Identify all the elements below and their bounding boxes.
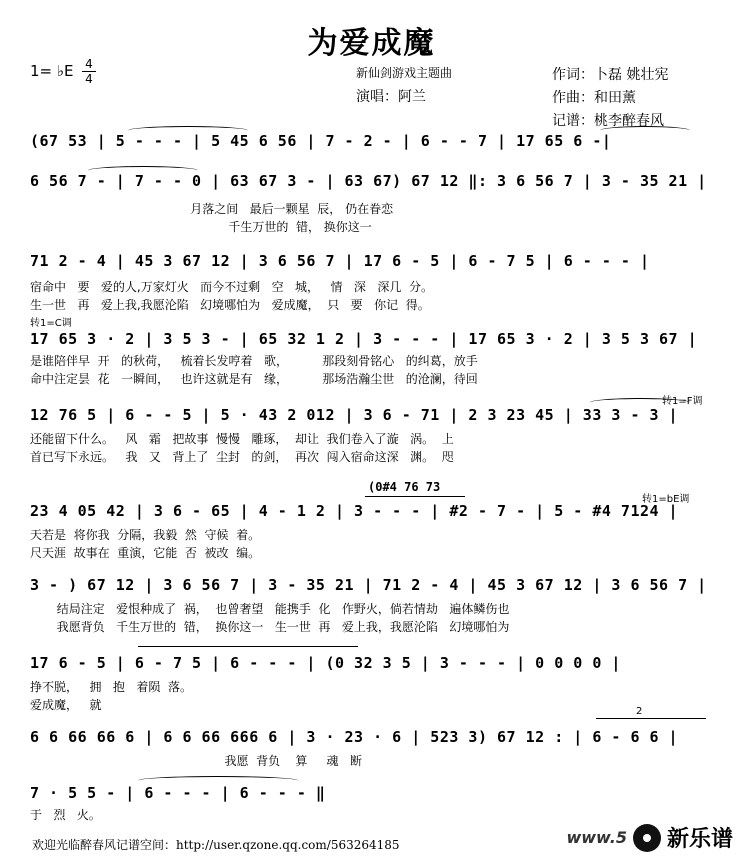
- meter-top: 4: [85, 57, 93, 71]
- notes-line: 6 6 66 66 6 | 6 6 66 666 6 | 3 · 23 · 6 | 523 3) 67 12 : | 6 - 6 6 |: [30, 728, 679, 746]
- phrase-line: [138, 646, 358, 647]
- lyrics-verse-2: 命中注定昙 花 一瞬间， 也许这就是有 缘， 那场浩瀚尘世 的沧澜，待回: [30, 372, 478, 386]
- notes-line: 3 - ) 67 12 | 3 6 56 7 | 3 - 35 21 | 71 2 - 4 | 45 3 67 12 | 3 6 56 7 |: [30, 576, 707, 594]
- time-signature: [82, 58, 96, 85]
- lyrics-verse-2: 尺天涯 故事在 重演，它能 否 被改 编。: [30, 546, 261, 560]
- song-title: 为爱成魔: [307, 26, 436, 61]
- site-logo[interactable]: [566, 822, 733, 853]
- song-subtitle: 新仙剑游戏主题曲: [356, 66, 453, 80]
- lyrics-verse-1: 还能留下什么。 风 霜 把故事 慢慢 雕琢， 却让 我们卷入了漩 涡。 上: [30, 432, 454, 446]
- notes-line: 17 65 3 · 2 | 3 5 3 - | 65 32 1 2 | 3 - - - | 17 65 3 · 2 | 3 5 3 67 |: [30, 330, 698, 348]
- footer-credit: 欢迎光临醉春风记谱空间：http://user.qzone.qq.com/563264185: [32, 838, 400, 852]
- lyrics-verse-1: 天若是 将你我 分隔，我毅 然 守候 着。: [30, 528, 261, 542]
- notes-line: 23 4 05 42 | 3 6 - 65 | 4 - 1 2 | 3 - - - | #2 - 7 - | 5 - #4 7124 |: [30, 502, 679, 520]
- notes-line: 17 6 - 5 | 6 - 7 5 | 6 - - - | (0 32 3 5 | 3 - - - | 0 0 0 0 |: [30, 654, 621, 672]
- lyrics-verse-1: 我愿 背负 算 魂 断: [30, 754, 362, 768]
- lyrics-verse-2: 我愿背负 千生万世的 错， 换你这一 生一世 再 爱上我，我愿沦陷 幻境哪怕为: [30, 620, 510, 634]
- lyrics-verse-2: 爱成魔， 就: [30, 698, 102, 712]
- lyrics-verse-1: 月落之间 最后一颗星 辰， 仍在眷恋: [30, 202, 394, 216]
- modulation-mark: 转1=bE调: [642, 494, 690, 505]
- volta-number: 2: [636, 706, 643, 717]
- lyrics-verse-2: 生一世 再 爱上我,我愿沦陷 幻境哪怕为 爱成魔， 只 要 你记 得。: [30, 298, 430, 312]
- logo-prefix: www.5: [566, 828, 627, 847]
- volta-bracket: [596, 718, 706, 719]
- lyrics-verse-1: 是谁陪伴早 开 的秋荷， 梳着长发哼着 歌， 那段刻骨铭心 的纠葛，放手: [30, 354, 478, 368]
- notes-line: 7 · 5 5 - | 6 - - - | 6 - - - ‖: [30, 784, 326, 802]
- lyrics-verse-2: 首已写下永远。 我 又 背上了 尘封 的剑， 再次 闯入宿命这深 渊。 咫: [30, 450, 454, 464]
- modulation-mark: 转1=C调: [30, 318, 72, 329]
- key-signature: 1= ♭E: [30, 62, 74, 80]
- notes-line: (67 53 | 5 - - - | 5 45 6 56 | 7 - 2 - | 6 - - 7 | 17 65 6 -|: [30, 132, 612, 150]
- lyricist: 作词：卜磊 姚壮宪: [552, 67, 669, 83]
- lyrics-verse-1: 于 烈 火。: [30, 808, 101, 822]
- transcriber: 记谱：桃李醉春风: [552, 113, 664, 129]
- lyrics-verse-2: 千生万世的 错， 换你这一: [30, 220, 372, 234]
- singer: 演唱：阿兰: [356, 89, 426, 105]
- notes-line: 6 56 7 - | 7 - - 0 | 63 67 3 - | 63 67) 67 12 ‖: 3 6 56 7 | 3 - 35 21 |: [30, 172, 707, 190]
- composer: 作曲：和田薰: [552, 90, 636, 106]
- notes-line: 71 2 - 4 | 45 3 67 12 | 3 6 56 7 | 17 6 - 5 | 6 - 7 5 | 6 - - - |: [30, 252, 650, 270]
- meter-bottom: 4: [85, 72, 93, 86]
- inner-phrase: (0#4 76 73: [368, 480, 441, 494]
- vinyl-disc-icon: [633, 824, 661, 852]
- logo-name: 新乐谱: [666, 827, 733, 852]
- modulation-mark: 转1=F调: [662, 396, 703, 407]
- lyrics-verse-1: 结局注定 爱恨种成了 祸， 也曾奢望 能携手 化 作野火，倘若情劫 遍体鳞伤也: [30, 602, 510, 616]
- lyrics-verse-1: 宿命中 要 爱的人,万家灯火 而今不过剩 空 城， 情 深 深几 分。: [30, 280, 433, 294]
- lyrics-verse-1: 挣不脱， 拥 抱 着陨 落。: [30, 680, 192, 694]
- phrase-line: [365, 496, 465, 497]
- notes-line: 12 76 5 | 6 - - 5 | 5 · 43 2 012 | 3 6 - 71 | 2 3 23 45 | 33 3 - 3 |: [30, 406, 679, 424]
